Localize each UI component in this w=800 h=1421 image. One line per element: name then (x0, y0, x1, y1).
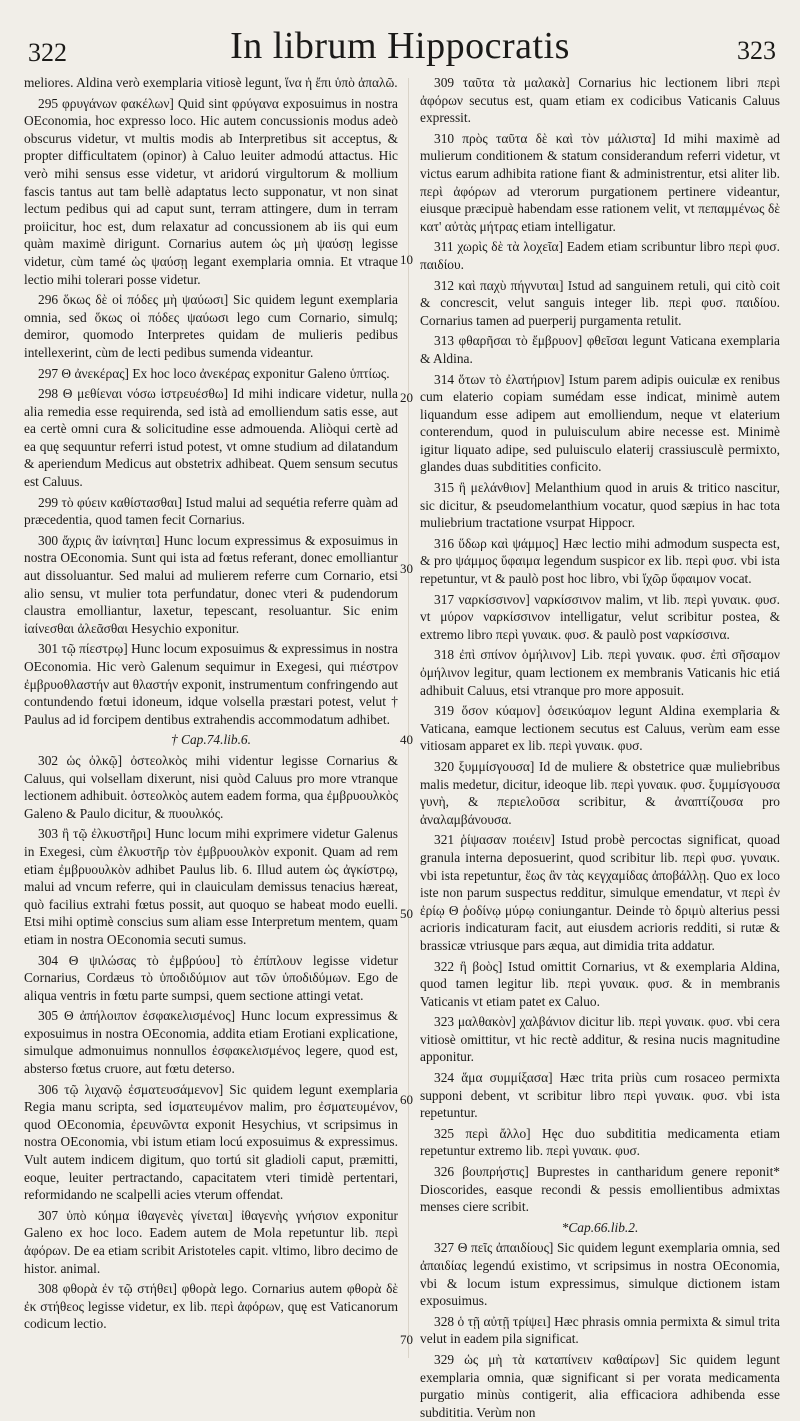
line-number-40: 40 (400, 732, 413, 747)
commentary-paragraph: 297 Θ ἀνεκέρας] Ex hoc loco ἀνεκέρας exponitur Galeno ὑπτίως. (38, 365, 390, 381)
commentary-paragraph: 304 Θ ψιλώσας τὸ ἐμβρύου] τὸ ἐπίπλουν legisse videtur Cornarius, Cordæus τὸ ὑποδιδύμιον aut τῶν ὑποδιδύμων. Ego de aliqua ventris in fœtu parte sumpsi, quem sectione attingi vetat. (24, 952, 398, 1003)
commentary-paragraph: 306 τῷ λιχανῷ ἐσματευσάμενον] Sic quidem legunt exemplaria Regia manu scripta, sed ἰσματευμένον malim, pro ἐσματευμένον, quod OEconomia, ἐρευνῶντα exponit Hesychius, vt scripsimus in nostra OEconomia, vbi istum etiam locú exposuimus & expressimus. Vult autem indicem digitum, quo tortú sit gladioli caput, præmitti, eoque, leuiter pertractando, capacitatem vteri timidè pertentari, reformidando ne scalpelli acies vterum offendat. (24, 1081, 398, 1203)
line-number-50: 50 (400, 906, 413, 921)
line-number-70: 70 (400, 1332, 413, 1347)
commentary-paragraph: 296 ὅκως δὲ οἱ πόδες μὴ ψαύωσι] Sic quidem legunt exemplaria omnia, sed ὅκως οἱ πόδες ψαύωσι lego cum Cornario, simulq; demiror, quomodo Interpretes quidam de mulieris pedibus intellexerint, cùm de lecti pedibus sumenda videantur. (24, 292, 398, 360)
commentary-paragraph: 318 ἐπὶ σπίνον ὀμήλινον] Lib. περὶ γυναικ. φυσ. ἐπὶ σῆσαμον ὀμήλινον legitur, quam lectionem ex membranis Vaticanis hic etiá adhibuit Caluus, etsi vtranque pro more apposuit. (420, 647, 780, 698)
commentary-paragraph: 310 πρὸς ταῦτα δὲ καὶ τὸν μάλιστα] Id mihi maximè ad mulierum conditionem & statum considerandum referri videtur, vt victus earum adhibita ratione fiant & administrentur, etsi aliter lib. περὶ ἀφόρων ad vterorum purgationem pertinere videantur, eiusque præcipuè habendam esse rationem velit, vt πεπαμμένως δὲ κατ' αὐτὰς μήτρας etiam intelligatur. (420, 130, 780, 234)
commentary-paragraph: 312 καὶ παχὺ πήγνυται] Istud ad sanguinem retuli, qui citò coit & concrescit, velut sanguis integer lib. περὶ φυσ. παιδίου. Cornarius tamen ad puerperij purgamenta retulit. (420, 277, 780, 328)
commentary-paragraph: 314 ὅτων τὸ ἐλατήριον] Istum parem adipis ouiculæ ex renibus cum elaterio copiam sumédam esse indicat, minimè autem liquandum esse adipem aut emolliendum, neque vt elaterium conterendum, quod in puluisculum abire necesse est. Minimè igitur liquato adipe, sed puluisculo elaterij crassiusculè permixto, glandes duas subditities conficito. (420, 371, 780, 475)
commentary-paragraph: 295 φρυγάνων φακέλων] Quid sint φρύγανα exposuimus in nostra OEconomia, hoc expresso loco. Hic autem concussionis modus adeò obscurus videtur, vt multis modis ab Interpretibus sit acceptus, & propter difficultatem (opinor) à Caluo leuiter admodú attactus. Hic verò mihi sensus esse videtur, vt aridorú virgultorum & mollium fascis tantus aut tam bellè adaptatus lecto supponatur, vt non sinat lectum pedibus qui ad caput sunt, terram attingere, dum in terram proiicitur, hoc est, dum relaxatur ad concussionem ab iis qui eum quàm maximè dirigunt. Cornarius autem ὡς μὴ ψαύσῃ legisse videtur, cùm tamé ὡς ψαύσῃ legant exemplaria omnia. Et vtraque lectio mihi tolerari posse videtur. (24, 95, 398, 287)
commentary-paragraph: 322 ἢ βοὸς] Istud omittit Cornarius, vt & exemplaria Aldina, quod tamen legitur lib. περὶ γυναικ. φυσ. & in membranis Vaticanis vt etiam patet ex Caluo. (420, 958, 780, 1009)
commentary-paragraph: 301 τῷ πίεστρῳ] Hunc locum exposuimus & expressimus in nostra OEconomia. Hic verò Galenum sequimur in Exegesi, qui πιέστρον ἐμβρυοθλαστήν aut θλαστήν exponit, instrumentum confringendo aut contundendo fœtui idoneum, idque volsella præstari potest, velut † Paulus ad id forcipem dentibus extrahendis accommodatum adhibet. (24, 641, 398, 727)
marginal-note: † Cap.74.lib.6. (171, 732, 251, 748)
line-number-60: 60 (400, 1092, 413, 1107)
page-number-left: 322 (28, 38, 67, 67)
commentary-paragraph: 327 Θ πεῖς ἀπαιδίους] Sic quidem legunt exemplaria omnia, sed ἀπαιδίας legendú existimo, vt scripsimus in nostra OEconomia, vbi & locum istum expressimus, simulque dictionem istam exposuimus. (420, 1240, 780, 1309)
commentary-paragraph: 298 Θ μεθίεναι νόσω ἱστρευέσθω] Id mihi indicare videtur, nulla alia remedia esse requirenda, sed istà ad emolliendum satis esse, aut ea certè omni cura & solicitudine esse admouenda. Aliòqui certè ad ea quę sequuntur referri istud potest, vt omne studium ad dilatandum & aperiendum Medicus aut obstetrix adhibeat. Quem sensum secutus est Caluus. (24, 386, 398, 490)
page-number-right: 323 (737, 36, 776, 65)
commentary-paragraph: 313 φθαρῆσαι τὸ ἔμβρυον] φθεῖσαι legunt Vaticana exemplaria & Aldina. (420, 333, 780, 366)
commentary-paragraph: 316 ὕδωρ καὶ ψάμμος] Hæc lectio mihi admodum suspecta est, & pro ψάμμος ὕφαιμα legendum suspicor ex lib. περὶ φυσ. vbi ista repetuntur, vt & paulò post hoc libro, vbi ἴχῶρ ὕφαιμον vocat. (420, 535, 780, 587)
commentary-paragraph: 300 ἄχρις ἂν ἰαίνηται] Hunc locum expressimus & exposuimus in nostra OEconomia. Sunt qui ista ad fœtus referant, donec emolliantur aut dissoluantur. Sed malui ad mulierem referre cum Cornario, etsi alio sensu, vt mulier tota perfundatur, donec vteri & pudendorum claustra emolliantur, laxetur, tepescant, resoluantur. Sic enim ἰαίνεσθαι ἀλεᾶσθαι Hesychio exponitur. (24, 532, 398, 636)
commentary-paragraph: 325 περὶ ἄλλο] Hęc duo subdititia medicamenta etiam repetuntur extremo lib. περὶ γυναικ. φυσ. (420, 1125, 780, 1159)
right-column (420, 74, 780, 1420)
commentary-paragraph: 317 ναρκίσσινον] ναρκίσσινον malim, vt lib. περὶ γυναικ. φυσ. vt μύρον ναρκίσσινον intelligatur, velut scribitur postea, & extremo libro περὶ γυναικ. φυσ. & paulò post ναρκίσσινα. (420, 591, 780, 642)
page-header (0, 20, 800, 72)
commentary-paragraph: 315 ἢ μελάνθιον] Melanthium quod in aruis & tritico nascitur, sic dicitur, & pseudomelanthium vocatur, quod sæpius in hac tota muliebrium tractatione vsurpat Hippocr. (420, 480, 780, 531)
commentary-paragraph: 311 χωρὶς δὲ τὰ λοχεῖα] Eadem etiam scribuntur libro περὶ φυσ. παιδίου. (420, 239, 780, 272)
line-number-10: 10 (400, 252, 413, 267)
marginal-note: *Cap.66.lib.2. (561, 1219, 639, 1235)
running-title: In librum Hippocratis (230, 25, 570, 67)
line-number-20: 20 (400, 390, 413, 405)
commentary-paragraph: 308 φθορὰ ἐν τῷ στήθει] φθορὰ lego. Cornarius autem φθορὰ δὲ ἐκ στήθεος legisse videtur, ex lib. περὶ ἀφόρων, quę est Vaticanorum codicum lectio. (24, 1281, 398, 1332)
commentary-paragraph: 321 ῥίψασαν ποιέειν] Istud probè percoctas significat, quoad granula interna deposuerint, quod scribitur lib. περὶ φυσ. γυναικ. vbi ista repetuntur, ἕως ἂν τὰς κεγχαμίδας ἀποβάλλῃ. Quo ex loco iste non parum suspectus redditur, simulque emendatur, vt περὶ ἐν ἐρίῳ Θ ῥοδίνῳ μύρῳ coniungantur. Deinde τὸ δριμὺ alterius pessi acrioris indicaturam facit, aut eiusdem acrioris redditi, si rutæ & brassicæ vtriusque pars æqua, aut dimidia trita addatur. (420, 832, 780, 953)
commentary-paragraph: 305 Θ ἀπήλοιπον ἐσφακελισμένος] Hunc locum expressimus & exposuimus in nostra OEconomia, addita etiam Erotiani explicatione, simulque admonuimus nonnullos ἐσφακελισμένος legere, quod est, absterso fœtus cruore, aut fœtu deterso. (24, 1008, 398, 1077)
commentary-paragraph: 324 ἅμα συμμίξασα] Hæc trita priùs cum rosaceo permixta supponi debent, vt scribitur libro περὶ γυναικ. φυσ. vbi ista repetuntur. (420, 1070, 780, 1121)
commentary-paragraph: 326 βουπρήστις] Buprestes in cantharidum genere reponit* Dioscorides, easque recondi & pessis emollientibus admixtas menses ciere scribit. (420, 1164, 780, 1215)
commentary-paragraph: 303 ἢ τῷ ἐλκυστῆρι] Hunc locum mihi exprimere videtur Galenus in Exegesi, cùm ἐλκυστῆρ τὸν ἐμβρυουλκὸν exponit. Quam ad rem etiam ἐμβρυουλκὸν adhibet Paulus lib. 6. Illud autem ὡς ἀγκίστρῳ, malui ad vncum referre, qui in clauiculam demissus tenacius hæreat, quò facilius extrahi fœtus possit, aut quoquo se habeat modo euelli. Etsi mihi optimè conscius sum aliam esse Interpretum mentem, quam etiam in nostra OEconomia secuti sumus. (24, 826, 398, 947)
commentary-paragraph: meliores. Aldina verò exemplaria vitiosè legunt, ἵνα ἡ ἔπι ὑπὸ ἀπαλῶ. (24, 75, 398, 90)
commentary-paragraph: 299 τὸ φύειν καθίστασθαι] Istud malui ad sequétia referre quàm ad præcedentia, quod tamen fecit Cornarius. (24, 494, 398, 528)
column-divider (408, 78, 409, 1358)
commentary-paragraph: 319 ὅσον κύαμον] ὁσεικύαμον legunt Aldina exemplaria & Vaticana, eamque lectionem secutus est Caluus, verùm eam esse vitiosam apparet ex lib. περὶ γυναικ. φυσ. (420, 703, 780, 754)
commentary-paragraph: 302 ὡς ὀλκῷ] ὀστεολκὸς mihi videntur legisse Cornarius & Caluus, qui volsellam dixerunt, nisi quòd Caluus pro more vtranque lectionem adhibuit. ὀστεολκὸς autem eadem forma, qua ἐμβρυουλκὸς Galeno & Paulo dicitur, & πυουλκός. (24, 752, 398, 821)
left-column (24, 74, 398, 1366)
commentary-paragraph: 323 μαλθακὸν] χαλβάνιον dicitur lib. περὶ γυναικ. φυσ. vbi cera vitiosè omittitur, vt hic rectè additur, & resina nucis magnitudine apponitur. (420, 1014, 780, 1065)
commentary-paragraph: 307 ὑπὸ κύημα ἰθαγενὲς γίνεται] ἰθαγενὴς γνήσιον exponitur Galeno ex hoc loco. Eadem autem de Mola repetuntur lib. περὶ ἀφόρων. De ea etiam scribit Aristoteles capit. vltimo, libro decimo de histor. animal. (24, 1207, 398, 1276)
commentary-paragraph: 309 ταῦτα τὰ μαλακὰ] Cornarius hic lectionem libri περὶ ἀφόρων secutus est, quam etiam ex codicibus Vaticanis Caluus expressit. (420, 75, 780, 126)
commentary-paragraph: 320 ξυμμίσγουσα] Id de muliere & obstetrice quæ muliebribus malis medetur, dicitur, ideoque lib. περὶ γυναικ. φυσ. ξυμμίσγουσα γυνὴ, & περιελοῦσα scribitur, & ἀναπτίζουσα pro ἀναλαμβάνουσα. (420, 758, 780, 827)
line-number-30: 30 (400, 561, 413, 576)
commentary-paragraph: 329 ὡς μὴ τὰ καταπίνειν καθαίρων] Sic quidem legunt exemplaria omnia, quæ significant si per vorata medicamenta purgatio minùs contigerit, alia efficaciora adhibenda esse subdititia. Verùm non (420, 1351, 780, 1420)
commentary-paragraph: 328 ὁ τῇ αὐτῇ τρίψει] Hæc phrasis omnia permixta & simul trita velut in eadem pila significat. (420, 1313, 780, 1347)
